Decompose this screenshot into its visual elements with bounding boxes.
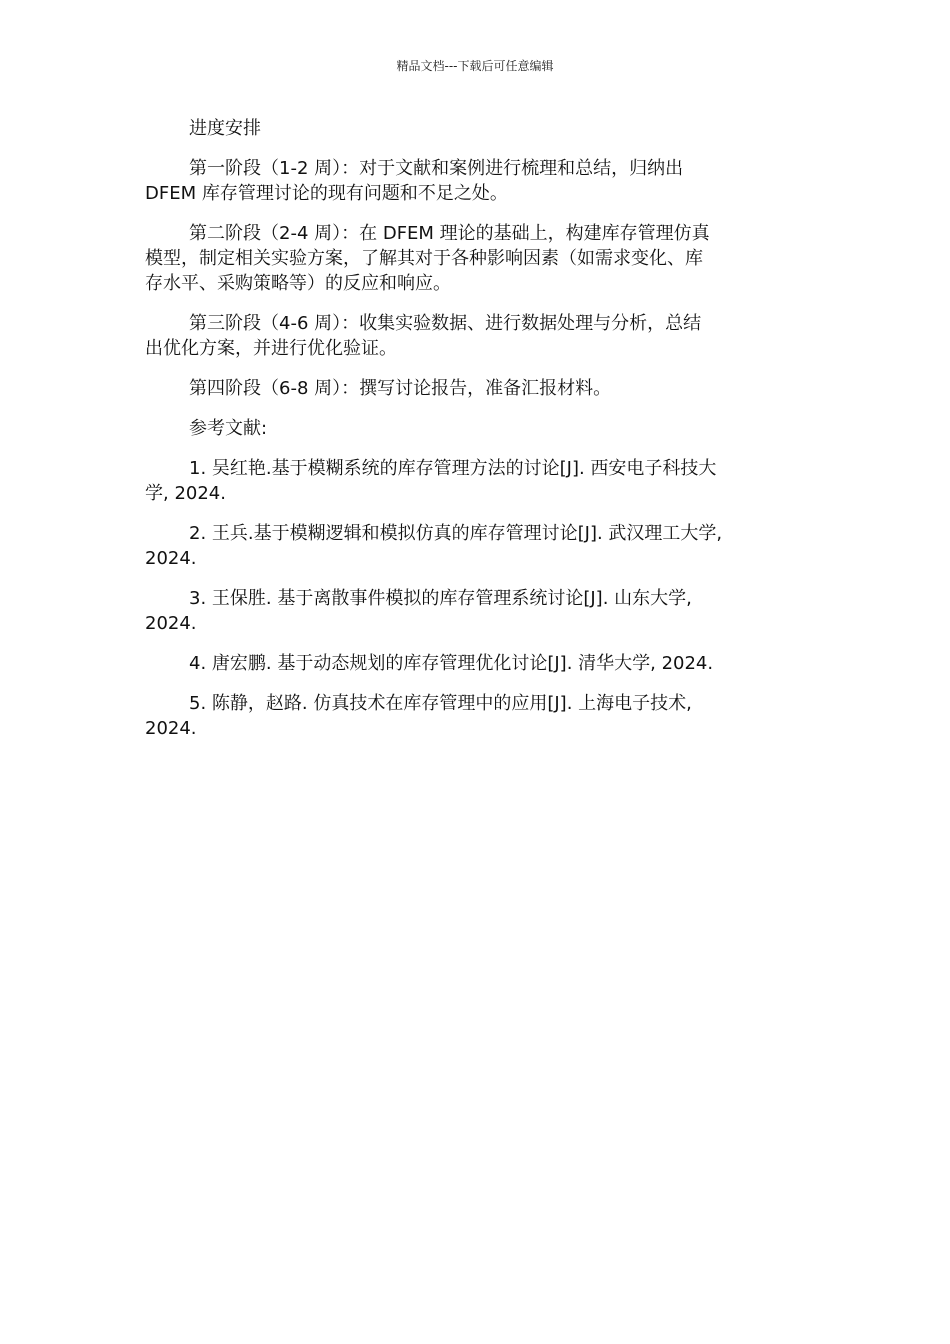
stage-2: 第二阶段（2-4 周）：在 DFEM 理论的基础上，构建库存管理仿真 模型，制定相关实验方案，了解其对于各种影响因素（如需求变化、库 存水平、采购策略等）的反应和响应。 <box>145 223 710 294</box>
page-header: 精品文档---下载后可任意编辑 <box>396 59 554 73</box>
reference-4: 4. 唐宏鹏. 基于动态规划的库存管理优化讨论[J]. 清华大学, 2024. <box>189 653 714 674</box>
reference-1: 1. 吴红艳.基于模糊系统的库存管理方法的讨论[J]. 西安电子科技大 学, 2024. <box>145 458 717 504</box>
reference-5: 5. 陈静，赵路. 仿真技术在库存管理中的应用[J]. 上海电子技术, 2024. <box>145 693 692 739</box>
reference-3: 3. 王保胜. 基于离散事件模拟的库存管理系统讨论[J]. 山东大学, 2024. <box>145 588 692 634</box>
schedule-heading: 进度安排 <box>189 118 261 139</box>
reference-2: 2. 王兵.基于模糊逻辑和模拟仿真的库存管理讨论[J]. 武汉理工大学, 2024. <box>145 523 723 569</box>
document-body <box>145 116 810 756</box>
references-heading: 参考文献: <box>189 418 268 439</box>
stage-1: 第一阶段（1-2 周）：对于文献和案例进行梳理和总结，归纳出 DFEM 库存管理讨论的现有问题和不足之处。 <box>145 158 684 204</box>
stage-4: 第四阶段（6-8 周）：撰写讨论报告，准备汇报材料。 <box>189 378 612 399</box>
stage-3: 第三阶段（4-6 周）：收集实验数据、进行数据处理与分析，总结 出优化方案，并进行优化验证。 <box>145 313 702 359</box>
